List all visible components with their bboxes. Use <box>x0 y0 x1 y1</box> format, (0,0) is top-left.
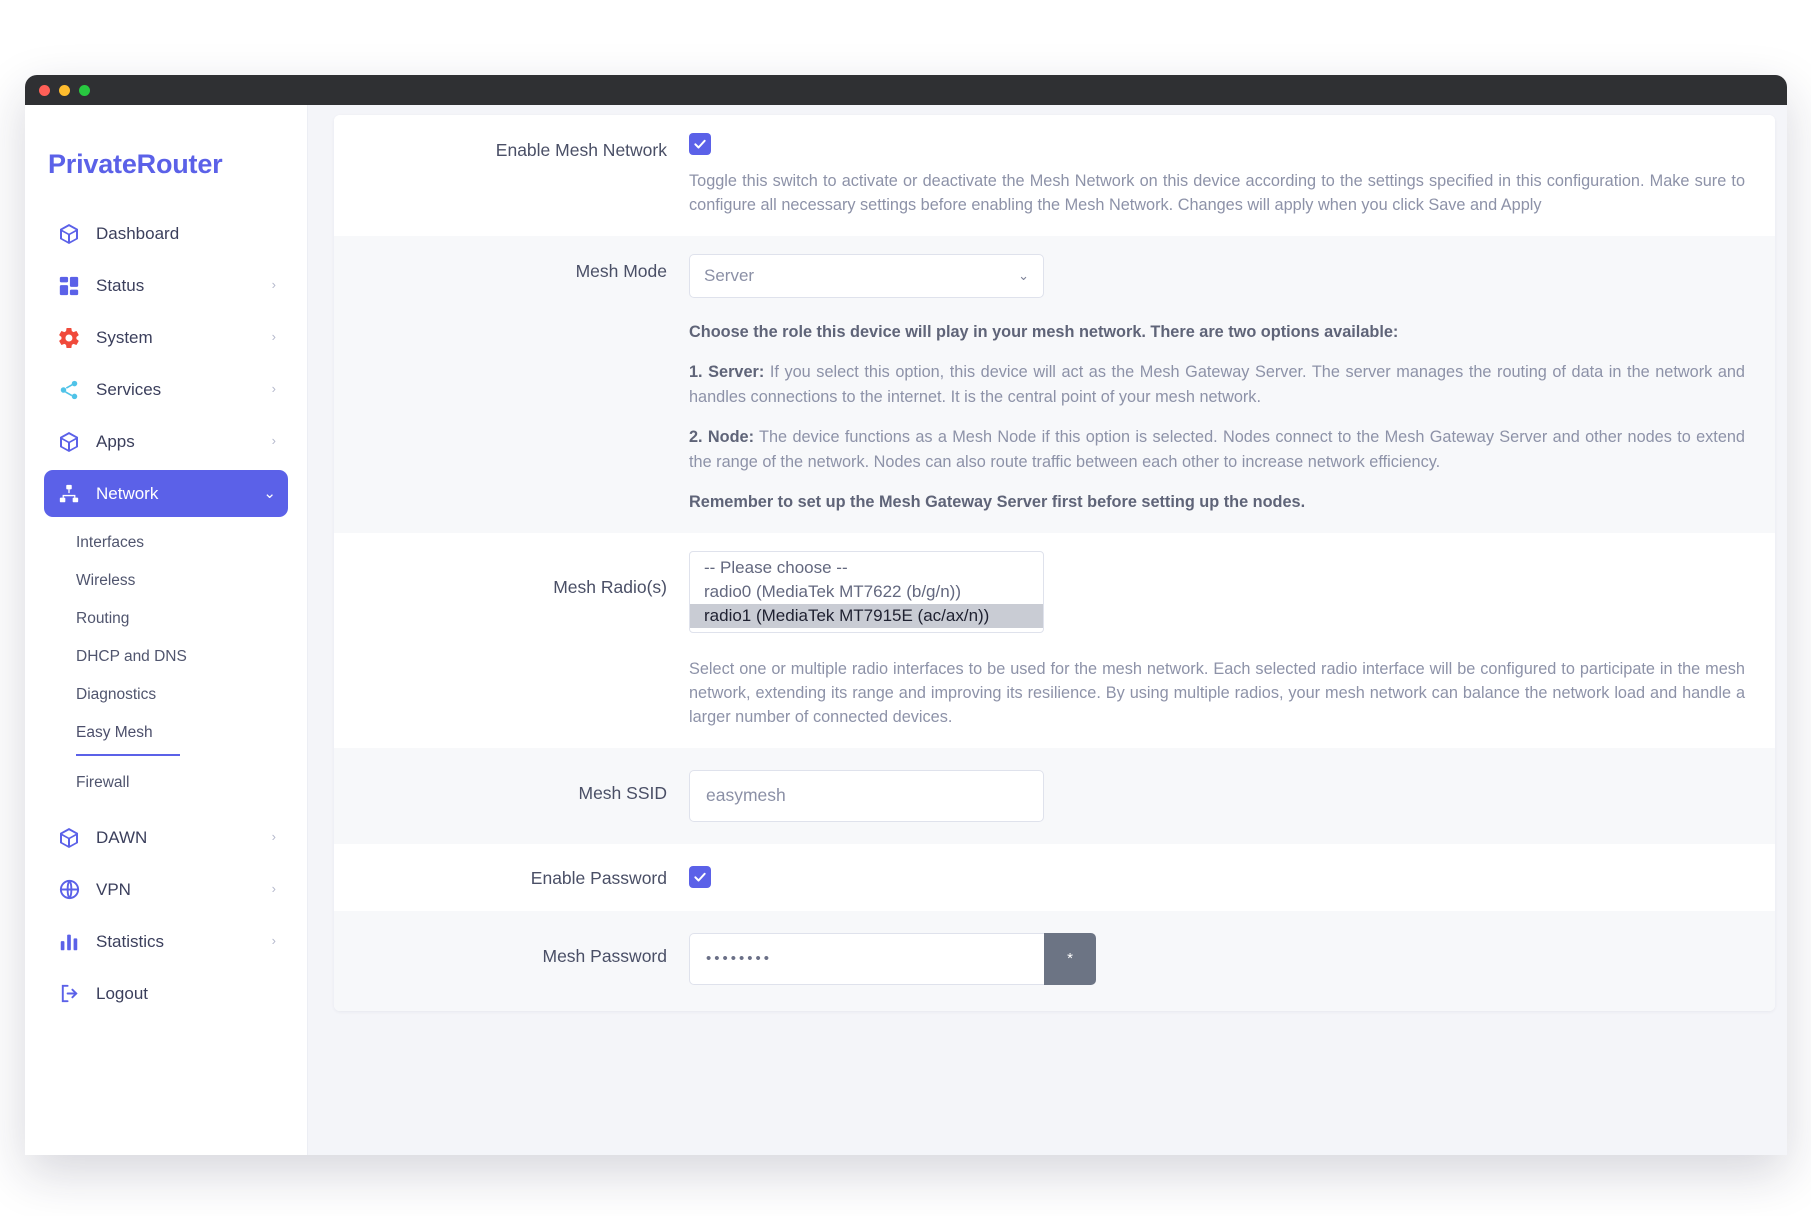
network-icon <box>56 481 82 507</box>
logout-icon <box>56 981 82 1007</box>
sidebar-subnav-network <box>25 522 307 802</box>
sidebar-item-services[interactable] <box>44 366 288 413</box>
minimize-window-button[interactable] <box>59 85 70 96</box>
enable-password-checkbox[interactable] <box>689 866 711 888</box>
row-mesh-password <box>334 911 1775 1011</box>
sidebar-item-status[interactable] <box>44 262 288 309</box>
sidebar-item-label: Statistics <box>96 931 165 951</box>
row-enable-mesh-network <box>334 115 1775 236</box>
check-icon <box>693 137 707 151</box>
sidebar-nav <box>25 204 307 517</box>
enable-mesh-network-label: Enable Mesh Network <box>495 140 667 160</box>
mesh-password-label: Mesh Password <box>542 945 667 966</box>
mesh-password-body <box>689 933 1745 985</box>
sidebar-item-apps[interactable] <box>44 418 288 465</box>
chevron-right-icon: › <box>271 881 276 896</box>
mesh-password-input[interactable]: •••••••• <box>689 933 1044 985</box>
active-subitem-underline <box>76 754 180 756</box>
mesh-ssid-body <box>689 770 1745 822</box>
enable-password-label: Enable Password <box>530 867 667 888</box>
brand-logo: PrivateRouter <box>48 149 223 179</box>
sidebar-item-label: DAWN <box>96 827 148 847</box>
sidebar <box>25 105 308 1155</box>
chevron-right-icon: › <box>271 381 276 396</box>
mesh-radios-body <box>689 551 1745 730</box>
sidebar-item-label: Services <box>96 379 162 399</box>
bar-chart-icon <box>56 929 82 955</box>
cube-icon <box>56 825 82 851</box>
mesh-mode-value: Server <box>704 265 755 285</box>
mesh-radio-option-selected[interactable]: radio1 (MediaTek MT7915E (ac/ax/n)) <box>690 604 1043 628</box>
browser-window <box>25 75 1787 1155</box>
sidebar-item-vpn[interactable] <box>44 866 288 913</box>
maximize-window-button[interactable] <box>79 85 90 96</box>
mesh-radios-label: Mesh Radio(s) <box>553 576 667 597</box>
chevron-right-icon: › <box>271 329 276 344</box>
grid-icon <box>56 273 82 299</box>
enable-mesh-network-body <box>689 133 1745 218</box>
gear-icon <box>56 325 82 351</box>
mesh-mode-help-server <box>689 360 1745 409</box>
enable-mesh-network-help: Toggle this switch to activate or deactivate the Mesh Network on this device according to the settings specified in this configuration. Make sure to configure all necessary settings before enabling the Mesh Network. Changes will apply when you click Save and Apply <box>689 172 1745 215</box>
sidebar-item-dawn[interactable] <box>44 814 288 861</box>
mesh-mode-help <box>689 320 1745 515</box>
sidebar-item-label: Status <box>96 275 145 295</box>
row-mesh-mode <box>334 236 1775 533</box>
enable-mesh-network-checkbox[interactable] <box>689 133 711 155</box>
app-content <box>25 105 1787 1155</box>
enable-password-body <box>689 866 1745 889</box>
main-panel <box>308 105 1787 1155</box>
chevron-right-icon: › <box>271 433 276 448</box>
sidebar-item-statistics[interactable] <box>44 918 288 965</box>
easy-mesh-settings-card <box>334 115 1775 1011</box>
mesh-radio-option[interactable]: radio0 (MediaTek MT7622 (b/g/n)) <box>704 581 962 601</box>
mesh-mode-help-node-text: The device functions as a Mesh Node if this option is selected. Nodes connect to the Mesh Gateway Server and other nodes to extend the range of the network. Nodes can also route traffic between each other to increase network efficiency. <box>689 428 1745 471</box>
row-mesh-ssid <box>334 748 1775 844</box>
mesh-mode-help-server-label: 1. Server: <box>689 363 765 382</box>
sidebar-item-diagnostics[interactable]: Diagnostics <box>76 686 157 703</box>
globe-icon <box>56 877 82 903</box>
sidebar-item-system[interactable] <box>44 314 288 361</box>
sidebar-item-wireless[interactable]: Wireless <box>76 572 136 589</box>
sidebar-item-interfaces[interactable]: Interfaces <box>76 534 145 551</box>
cube-icon <box>56 221 82 247</box>
mesh-mode-help-node-label: 2. Node: <box>689 428 755 447</box>
check-icon <box>693 870 707 884</box>
mesh-mode-label: Mesh Mode <box>575 260 667 281</box>
mesh-radios-listbox[interactable] <box>689 551 1044 633</box>
chevron-down-icon: ⌄ <box>1018 267 1029 283</box>
sidebar-nav-bottom <box>25 808 307 1017</box>
chevron-right-icon: › <box>271 829 276 844</box>
window-titlebar <box>25 75 1787 105</box>
sidebar-item-firewall[interactable]: Firewall <box>76 774 130 791</box>
mesh-mode-help-intro: Choose the role this device will play in your mesh network. There are two options available: <box>689 322 1399 341</box>
sidebar-item-logout[interactable] <box>44 970 288 1017</box>
sidebar-item-routing[interactable]: Routing <box>76 610 130 627</box>
sidebar-item-easy-mesh[interactable]: Easy Mesh <box>76 724 153 741</box>
sidebar-item-label: Logout <box>96 983 148 1003</box>
mesh-radios-help: Select one or multiple radio interfaces to be used for the mesh network. Each selected radio interface will be configured to participate in the mesh network, extending its range and improving its resilience. By using multiple radios, your mesh network can balance the network load and handle a larger number of connected devices. <box>689 659 1745 727</box>
mesh-mode-body <box>689 254 1745 515</box>
mesh-mode-help-node <box>689 425 1745 474</box>
share-icon <box>56 377 82 403</box>
sidebar-item-label: System <box>96 327 153 347</box>
sidebar-item-label: Apps <box>96 431 135 451</box>
chevron-right-icon: › <box>271 933 276 948</box>
sidebar-item-network[interactable] <box>44 470 288 517</box>
close-window-button[interactable] <box>39 85 50 96</box>
mesh-radio-option[interactable]: -- Please choose -- <box>704 557 848 577</box>
row-enable-password <box>334 844 1775 911</box>
mesh-ssid-input[interactable]: easymesh <box>689 770 1044 822</box>
sidebar-item-label: VPN <box>96 879 131 899</box>
toggle-password-visibility-button[interactable]: * <box>1044 933 1096 985</box>
sidebar-item-label: Dashboard <box>96 223 180 243</box>
mesh-mode-select[interactable] <box>689 254 1044 298</box>
chevron-down-icon: ⌄ <box>263 484 276 502</box>
mesh-ssid-label: Mesh SSID <box>578 782 667 803</box>
cube-icon <box>56 429 82 455</box>
mesh-mode-help-remember: Remember to set up the Mesh Gateway Server first before setting up the nodes. <box>689 493 1306 512</box>
sidebar-item-dhcp-and-dns[interactable]: DHCP and DNS <box>76 648 187 665</box>
sidebar-item-dashboard[interactable] <box>44 210 288 257</box>
chevron-right-icon: › <box>271 277 276 292</box>
mesh-mode-help-server-text: If you select this option, this device will act as the Mesh Gateway Server. The server manages the routing of data in the network and handles connections to the internet. It is the central point of your mesh network. <box>689 363 1745 406</box>
row-mesh-radios <box>334 533 1775 748</box>
sidebar-item-label: Network <box>96 483 159 503</box>
